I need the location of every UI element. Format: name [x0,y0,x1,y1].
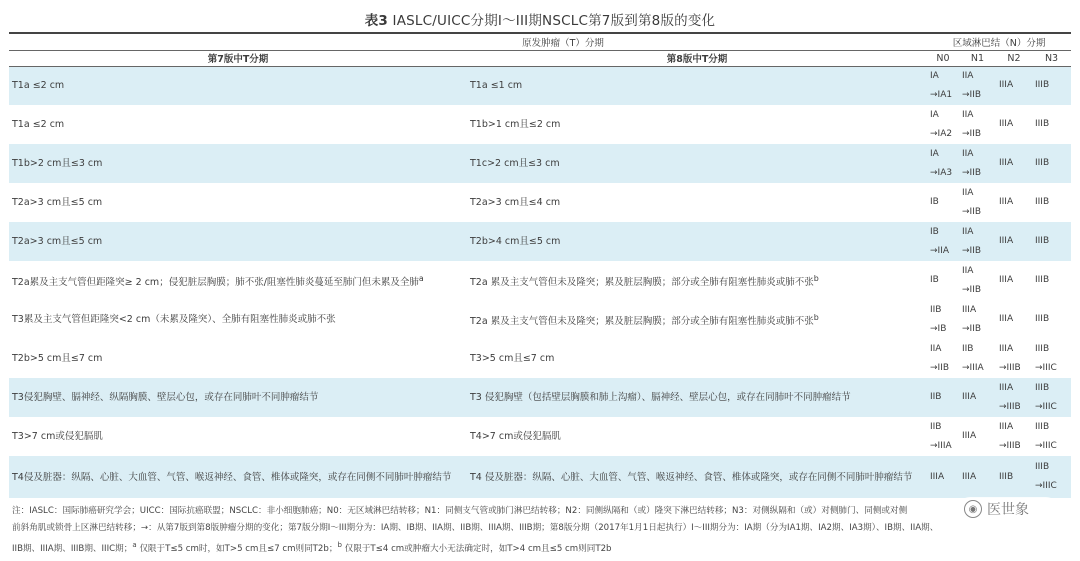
table-row [9,456,1071,498]
t8-cell: T3 侵犯胸壁（包括壁层胸膜和肺上沟瘤）、膈神经、壁层心包，或存在同肺叶不同肿瘤结节 [467,378,927,417]
n2-stage-cell: IIIA →IIIB [999,421,1021,451]
t7-cell: T1b>2 cm且≤3 cm [9,144,467,183]
t8-cell: T1b>1 cm且≤2 cm [470,119,561,130]
table-row [9,183,1071,222]
n1-stage-cell: IIA →IIB [962,265,982,295]
t7-cell: T2a>3 cm且≤5 cm [12,197,103,208]
n0-stage-cell: IB →IIA [927,222,959,261]
n2-stage-cell: IIIA [999,314,1014,324]
t7-cell: T2b>5 cm且≤7 cm [12,353,103,364]
wechat-watermark [958,497,1058,521]
n0-stage-cell: IIB →IB [930,304,947,334]
n2-header: N2 [996,50,1032,66]
n1-stage-cell: IIA →IIB [962,187,982,217]
table-row [9,105,1071,144]
table-caption: IASLC/UICC分期I～III期NSCLC第7版到第8版的变化 [392,13,716,29]
t7-cell: T3>7 cm或侵犯膈肌 [12,431,103,442]
n1-stage-cell: IIA →IIB [962,109,982,139]
n0-stage-cell: IIIA [927,456,959,498]
t8-cell: T1a ≤1 cm [467,66,927,105]
n3-stage-cell: IIIB [1035,275,1050,285]
n2-stage-cell: IIIA [996,144,1032,183]
t8-cell: T2b>4 cm且≤5 cm [467,222,927,261]
n3-stage-cell: IIIB →IIIC [1035,343,1057,373]
wechat-icon: ◉ [964,500,982,518]
t7-cell: T2a累及主支气管但距隆突≥ 2 cm；侵犯脏层胸膜；肺不张/阻塞性肺炎蔓延至肺门但未累及全肺$^a$ [12,273,424,289]
footnote-line: 前斜角肌或锁骨上区淋巴结转移；→：从第7版到第8版肿瘤分期的变化；第7版分期I～III期分为：IA期、IB期、IIA期、IIB期、IIIA期、IIIB期；第8版分期（2017年1月1日起执行）I～III期分为：IA期（分为IA1期、IA2期、IA3期）、IB期、IIA期、 [12,523,939,533]
t7-cell: T1a ≤2 cm [9,66,467,105]
n0-stage-cell: IIB [927,378,959,417]
t7-cell: T3侵犯胸壁、膈神经、纵隔胸膜、壁层心包，或存在同肺叶不同肿瘤结节 [9,378,467,417]
t8-cell: T1c>2 cm且≤3 cm [467,144,927,183]
n3-stage-cell: IIIB [1035,119,1050,129]
t7-cell: T1a ≤2 cm [12,119,65,130]
n2-stage-cell: IIIA →IIIB [996,378,1032,417]
n2-stage-cell: IIIA →IIIB [999,343,1021,373]
n1-stage-cell: IIIA →IIB [962,304,982,334]
footnote-line: 注：IASLC：国际肺癌研究学会；UICC：国际抗癌联盟；NSCLC：非小细胞肺癌；N0：无区域淋巴结转移；N1：同侧支气管或肺门淋巴结转移；N2：同侧纵隔和（或）隆突下淋巴结转移；N3：对侧纵隔和（或）对侧肺门、同侧或对侧 [12,506,908,516]
n0-stage-cell: IB [930,275,939,285]
t7-cell: T2a>3 cm且≤5 cm [9,222,467,261]
n2-stage-cell: IIIA [996,222,1032,261]
t7-header: 第7版中T分期 [9,50,467,66]
n0-stage-cell: IIA →IIB [930,343,950,373]
n2-stage-cell: IIIA [999,119,1014,129]
n1-stage-cell: IIA →IIB [959,222,996,261]
n0-stage-cell: IIB →IIIA [930,421,952,451]
n1-stage-cell: IIIA [959,378,996,417]
n3-stage-cell: IIIB [1032,66,1071,105]
n2-stage-cell: IIIA [999,197,1014,207]
t8-cell: T2a 累及主支气管但未及隆突；累及脏层胸膜；部分或全肺有阻塞性肺炎或肺不张$^b$ [470,312,819,328]
t8-header: 第8版中T分期 [467,50,927,66]
n2-stage-cell: IIIA [999,275,1014,285]
table-row [9,66,1071,105]
n0-stage-cell: IB [930,197,939,207]
n3-stage-cell: IIIB [1032,222,1071,261]
n3-stage-cell: IIIB [1032,144,1071,183]
table-row [9,300,1071,339]
n3-stage-cell: IIIB [1035,314,1050,324]
table-row [9,144,1071,183]
n3-stage-cell: IIIB →IIIC [1032,456,1071,498]
n3-stage-cell: IIIB →IIIC [1032,378,1071,417]
table-row [9,417,1071,456]
t8-cell: T4>7 cm或侵犯膈肌 [470,431,561,442]
table-title [0,9,1080,29]
n1-stage-cell: IIB →IIIA [962,343,984,373]
t8-cell: T3>5 cm且≤7 cm [470,353,555,364]
n0-header: N0 [927,50,959,66]
primary-tumor-header: 原发肿瘤（T）分期 [9,33,927,50]
n3-header: N3 [1032,50,1071,66]
watermark-text: 医世象 [987,502,1029,518]
table-footnotes [12,503,1062,558]
t8-cell: T2a>3 cm且≤4 cm [470,197,561,208]
n1-stage-cell: IIIA [962,431,977,441]
table-number: 表3 [364,13,389,29]
n1-stage-cell: IIA →IIB [959,66,996,105]
regional-nodes-header: 区域淋巴结（N）分期 [927,33,1071,50]
table-row [9,261,1071,300]
footnote-line: IIB期、IIIA期、IIIB期、IIIC期；$^a$ 仅限于T≤5 cm时，如T>5 cm且≤7 cm则同T2b；$^b$ 仅限于T≤4 cm或肿瘤大小无法确定时，如T>4 cm且≤5 cm则同T2b [12,541,612,554]
staging-table [9,32,1071,498]
n2-stage-cell: IIIB [996,456,1032,498]
n3-stage-cell: IIIB [1035,197,1050,207]
t7-cell: T3累及主支气管但距隆突<2 cm（未累及隆突）、全肺有阻塞性肺炎或肺不张 [12,314,336,325]
t8-cell: T2a 累及主支气管但未及隆突；累及脏层胸膜；部分或全肺有阻塞性肺炎或肺不张$^b$ [470,273,819,289]
n0-stage-cell: IA →IA2 [930,109,953,139]
n2-stage-cell: IIIA [996,66,1032,105]
n1-header: N1 [959,50,996,66]
n0-stage-cell: IA →IA1 [927,66,959,105]
table-row [9,339,1071,378]
t7-cell: T4侵及脏器：纵隔、心脏、大血管、气管、喉返神经、食管、椎体或隆突，或存在同侧不同肺叶肿瘤结节 [9,456,467,498]
n1-stage-cell: IIIA [959,456,996,498]
table-row [9,378,1071,417]
table-row [9,222,1071,261]
n1-stage-cell: IIA →IIB [959,144,996,183]
n0-stage-cell: IA →IA3 [927,144,959,183]
t8-cell: T4 侵及脏器：纵隔、心脏、大血管、气管、喉返神经、食管、椎体或隆突，或存在同侧不同肺叶肿瘤结节 [467,456,927,498]
n3-stage-cell: IIIB →IIIC [1035,421,1057,451]
